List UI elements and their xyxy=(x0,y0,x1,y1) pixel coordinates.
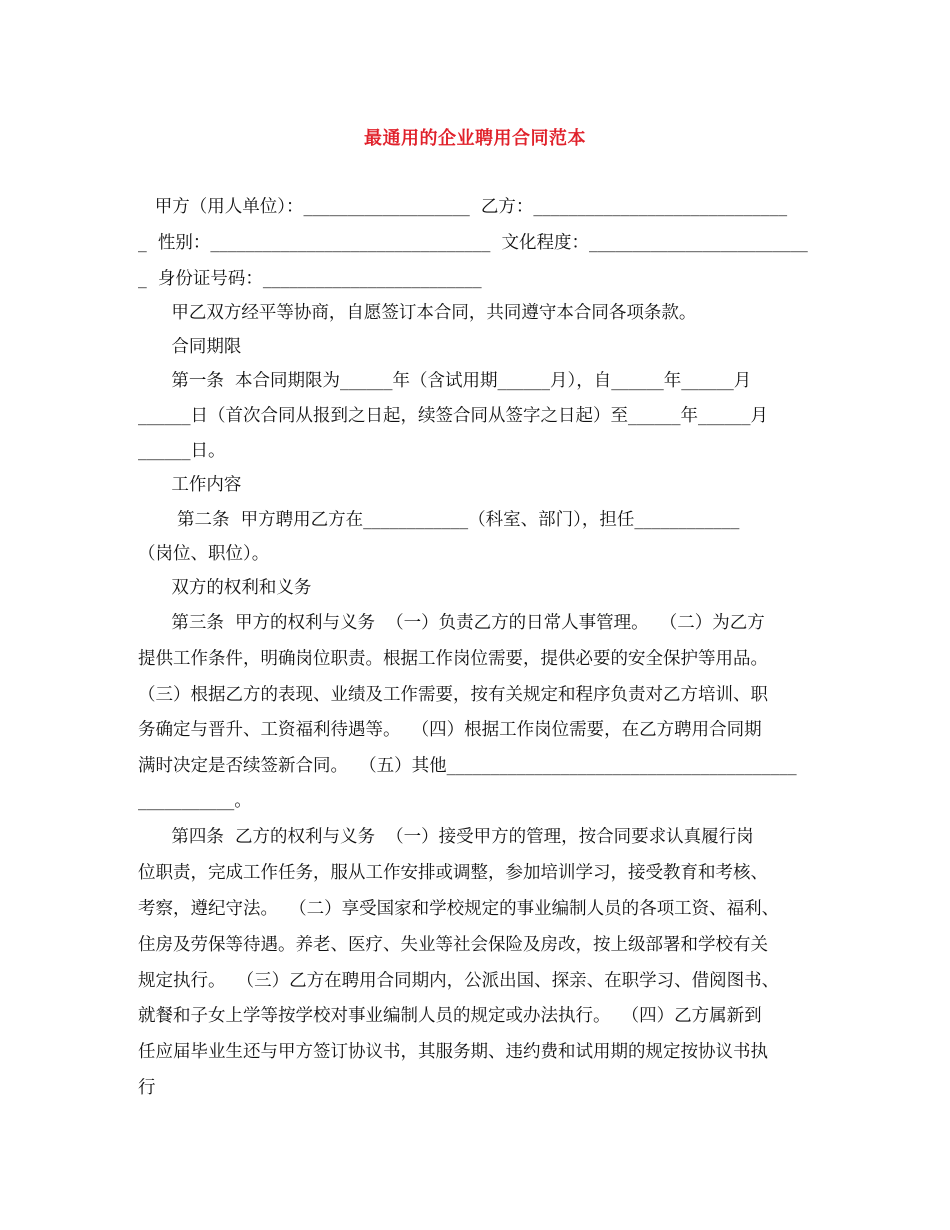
article-4-line-3: 考察，遵纪守法。 （二）享受国家和学校规定的事业编制人员的各项工资、福利、 xyxy=(138,899,780,919)
article-2-line-2: （岗位、职位）。 xyxy=(138,544,270,564)
article-4-line-4: 住房及劳保等待遇。养老、医疗、失业等社会保险及房改，按上级部署和学校有关 xyxy=(138,935,768,955)
article-4-line-2: 位职责，完成工作任务，服从工作安排或调整，参加培训学习，接受教育和考核、 xyxy=(138,863,768,883)
article-4-line-6: 就餐和子女上学等按学校对事业编制人员的规定或办法执行。 （四）乙方属新到 xyxy=(138,1006,762,1026)
article-4-line-7: 任应届毕业生还与甲方签订协议书，其服务期、违约费和试用期的规定按协议书执 xyxy=(138,1042,768,1062)
article-4-line-8: 行 xyxy=(138,1078,156,1098)
id-number-line: _ 身份证号码：_________________________ xyxy=(138,269,482,289)
article-3-line-6: ___________。 xyxy=(138,791,252,811)
intro-paragraph: 甲乙双方经平等协商，自愿签订本合同，共同遵守本合同各项条款。 xyxy=(138,303,697,323)
section-heading-rights: 双方的权利和义务 xyxy=(138,578,312,598)
section-heading-work: 工作内容 xyxy=(138,475,242,495)
article-3-line-3: （三）根据乙方的表现、业绩及工作需要，按有关规定和程序负责对乙方培训、职 xyxy=(138,685,768,705)
article-3-line-1: 第三条 甲方的权利与义务 （一）负责乙方的日常人事管理。 （二）为乙方 xyxy=(138,613,765,633)
article-1-line-3: ______日。 xyxy=(138,441,226,461)
gender-education-line: _ 性别：________________________________ 文化程度：_________________________ xyxy=(138,233,808,253)
article-1-line-2: ______日（首次合同从报到之日起，续签合同从签字之日起）至______年______月 xyxy=(138,406,768,426)
article-2-line-1: 第二条 甲方聘用乙方在____________（科室、部门），担任____________ xyxy=(138,510,740,530)
article-1-line-1: 第一条 本合同期限为______年（含试用期______月），自______年______月 xyxy=(138,371,752,391)
document-title: 最通用的企业聘用合同范本 xyxy=(364,128,586,149)
article-3-line-5: 满时决定是否续签新合同。 （五）其他________________________________________ xyxy=(138,756,797,776)
article-4-line-5: 规定执行。 （三）乙方在聘用合同期内，公派出国、探亲、在职学习、借阅图书、 xyxy=(138,971,780,991)
article-4-line-1: 第四条 乙方的权利与义务 （一）接受甲方的管理，按合同要求认真履行岗 xyxy=(138,827,754,847)
article-3-line-4: 务确定与晋升、工资福利待遇等。 （四）根据工作岗位需要，在乙方聘用合同期 xyxy=(138,720,762,740)
section-heading-term: 合同期限 xyxy=(138,337,242,357)
party-a-b-line: 甲方（用人单位）：___________________ 乙方：_____________________________ xyxy=(138,197,788,217)
article-3-line-2: 提供工作条件，明确岗位职责。根据工作岗位需要，提供必要的安全保护等用品。 xyxy=(138,649,768,669)
